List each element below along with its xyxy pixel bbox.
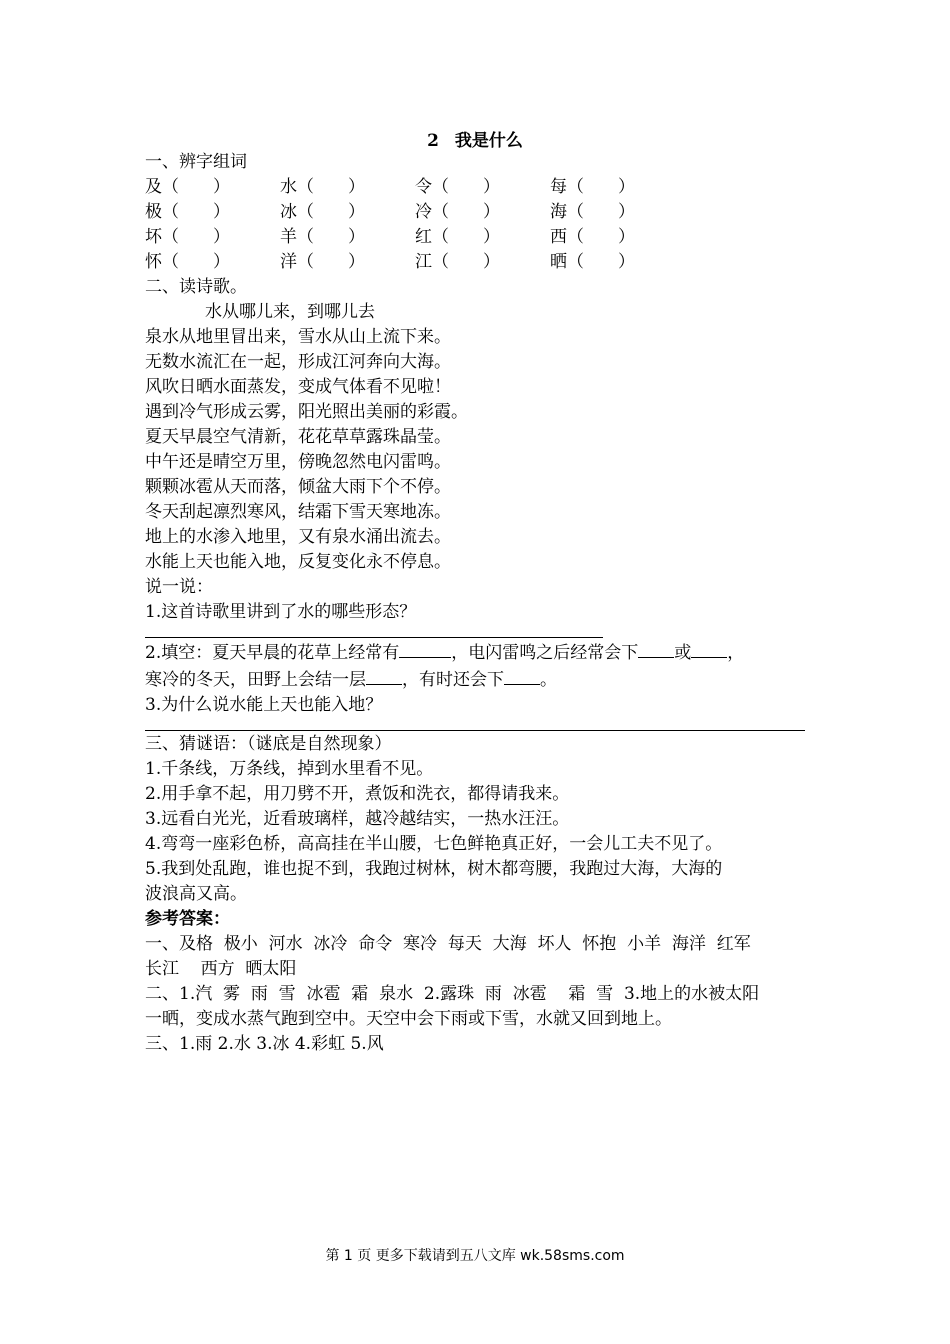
word-cell: 怀（ ） xyxy=(145,252,230,272)
word-cell: 江（ ） xyxy=(415,252,500,272)
poem-title: 水从哪儿来，到哪儿去 xyxy=(205,302,375,322)
fill-blank[interactable] xyxy=(399,639,451,658)
riddle: 3.远看白光光，近看玻璃样，越冷越结实，一热水汪汪。 xyxy=(145,809,570,829)
say-heading: 说一说： xyxy=(145,577,213,597)
answer-line-text: 一、及格 极小 河水 冰冷 命令 寒冷 每天 大海 坏人 怀抱 小羊 海洋 红军 xyxy=(145,934,751,954)
lesson-title: 我是什么 xyxy=(454,131,523,151)
riddle: 2.用手拿不起，用刀劈不开，煮饭和洗衣，都得请我来。 xyxy=(145,784,570,804)
page-title xyxy=(0,126,950,151)
word-cell: 羊（ ） xyxy=(280,227,365,247)
answer-line[interactable] xyxy=(145,718,805,731)
section1-heading: 一、辨字组词 xyxy=(145,152,247,172)
word-cell: 冷（ ） xyxy=(415,202,500,222)
answers-heading: 参考答案： xyxy=(145,909,230,929)
word-cell: 晒（ ） xyxy=(550,252,635,272)
poem xyxy=(145,325,810,575)
worksheet-content xyxy=(145,150,810,1057)
poem-line: 水能上天也能入地，反复变化永不停息。 xyxy=(145,552,451,572)
word-cell: 坏（ ） xyxy=(145,227,230,247)
riddle: 4.弯弯一座彩色桥，高高挂在半山腰，七色鲜艳真正好，一会儿工夫不见了。 xyxy=(145,834,723,854)
poem-line: 风吹日晒水面蒸发，变成气体看不见啦！ xyxy=(145,377,451,397)
answer-line-text: 二、1.汽 雾 雨 雪 冰雹 霜 泉水 2.露珠 雨 冰雹 霜 雪 3.地上的水被太阳 xyxy=(145,984,760,1004)
poem-line: 地上的水渗入地里，又有泉水涌出流去。 xyxy=(145,527,451,547)
fill-blank[interactable] xyxy=(504,666,540,685)
answer-line[interactable] xyxy=(145,625,603,638)
poem-line: 夏天早晨空气清新，花花草草露珠晶莹。 xyxy=(145,427,451,447)
word-cell: 洋（ ） xyxy=(280,252,365,272)
riddle: 5.我到处乱跑，谁也捉不到，我跑过树林，树木都弯腰，我跑过大海，大海的 xyxy=(145,859,723,879)
question-1: 1.这首诗歌里讲到了水的哪些形态？ xyxy=(145,602,417,622)
page-footer: 第 1 页 更多下载请到五八文库 wk.58sms.com xyxy=(325,1248,625,1264)
question-2: 2.填空：夏天早晨的花草上经常有 ，电闪雷鸣之后经常会下 或 ， xyxy=(145,639,810,666)
word-cell: 及（ ） xyxy=(145,177,230,197)
poem-line: 颗颗冰雹从天而落，倾盆大雨下个不停。 xyxy=(145,477,451,497)
fill-blank[interactable] xyxy=(691,639,727,658)
riddle: 1.千条线，万条线，掉到水里看不见。 xyxy=(145,759,434,779)
fill-blank[interactable] xyxy=(638,639,674,658)
question-3: 3.为什么说水能上天也能入地？ xyxy=(145,695,383,715)
answer-line-text: 三、1.雨 2.水 3.冰 4.彩虹 5.风 xyxy=(145,1034,384,1054)
word-cell: 极（ ） xyxy=(145,202,230,222)
word-cell: 水（ ） xyxy=(280,177,365,197)
answer-line-text: 一晒，变成水蒸气跑到空中。天空中会下雨或下雪，水就又回到地上。 xyxy=(145,1009,672,1029)
word-cell: 令（ ） xyxy=(415,177,500,197)
poem-line: 遇到冷气形成云雾，阳光照出美丽的彩霞。 xyxy=(145,402,468,422)
poem-line: 无数水流汇在一起，形成江河奔向大海。 xyxy=(145,352,451,372)
poem-line: 泉水从地里冒出来，雪水从山上流下来。 xyxy=(145,327,451,347)
section2-heading: 二、读诗歌。 xyxy=(145,277,247,297)
word-cell: 红（ ） xyxy=(415,227,500,247)
word-cell: 冰（ ） xyxy=(280,202,365,222)
word-grid xyxy=(145,175,810,275)
poem-line: 中午还是晴空万里，傍晚忽然电闪雷鸣。 xyxy=(145,452,451,472)
word-cell: 每（ ） xyxy=(550,177,635,197)
answer-line-text: 长江 西方 晒太阳 xyxy=(145,959,297,979)
word-cell: 西（ ） xyxy=(550,227,635,247)
poem-line: 冬天刮起凛烈寒风，结霜下雪天寒地冻。 xyxy=(145,502,451,522)
question-2-cont: 寒冷的冬天，田野上会结一层 ，有时还会下 。 xyxy=(145,666,810,693)
lesson-number: 2 xyxy=(427,131,439,151)
section3-heading: 三、猜谜语：（谜底是自然现象） xyxy=(145,734,392,754)
riddle: 波浪高又高。 xyxy=(145,884,247,904)
fill-blank[interactable] xyxy=(366,666,402,685)
word-cell: 海（ ） xyxy=(550,202,635,222)
